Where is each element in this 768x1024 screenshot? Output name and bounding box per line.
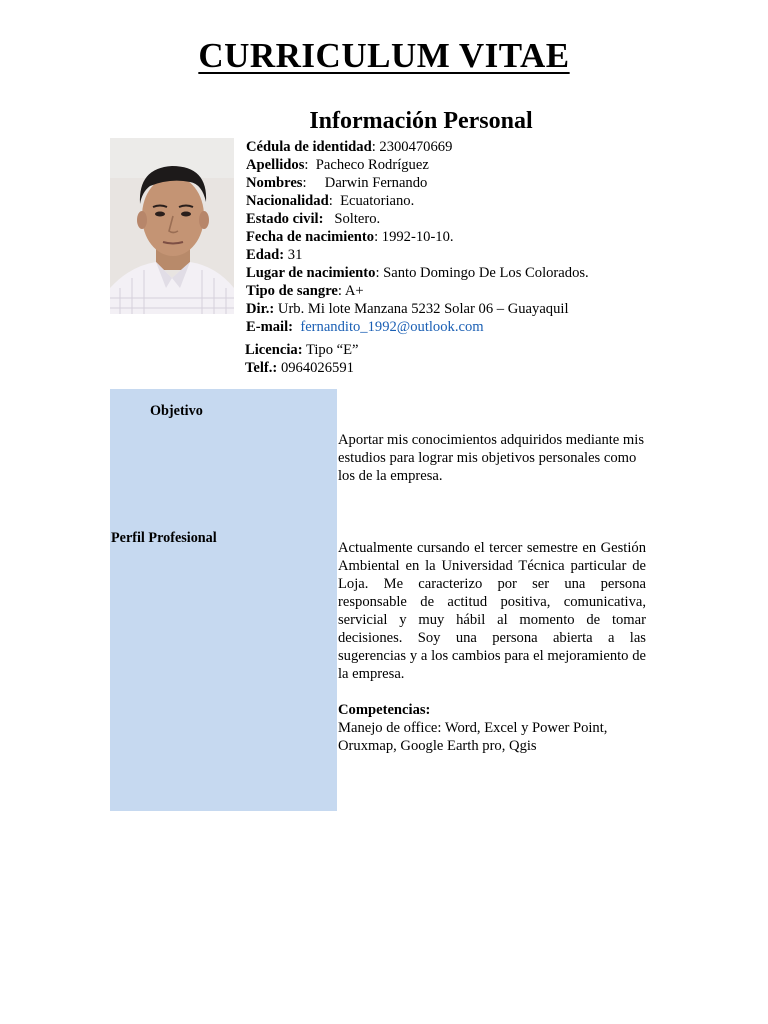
- field-estado-civil: [246, 210, 716, 228]
- label-licencia: Licencia:: [245, 342, 303, 358]
- label-estado-civil: Estado civil:: [246, 211, 324, 227]
- value-apellidos: : Pacheco Rodríguez: [304, 157, 429, 173]
- label-nacionalidad: Nacionalidad: [246, 193, 329, 209]
- label-cedula: Cédula de identidad: [246, 139, 372, 155]
- value-tipo-sangre: : A+: [337, 283, 364, 299]
- perfil-profesional-text: Actualmente cursando el tercer semestre en Gestión Ambiental en la Universidad Técnica particular de Loja. Me caracterizo por ser una persona responsable de actitud positiva, comunicativa, servicial y muy hábil al momento de tomar decisiones. Soy una persona abierta a las sugerencias y a los cambios para el mejoramiento de la empresa.: [338, 540, 646, 682]
- email-link[interactable]: fernandito_1992@outlook.com: [300, 319, 484, 335]
- label-telefono: Telf.:: [245, 360, 278, 376]
- field-nacionalidad: [246, 192, 716, 210]
- section-title-personal-info: Información Personal: [309, 108, 533, 134]
- value-nacionalidad: : Ecuatoriano.: [328, 193, 415, 209]
- value-estado-civil: Soltero.: [323, 211, 381, 227]
- section-labels-column: [110, 389, 337, 811]
- profile-photo: [110, 138, 234, 314]
- value-fecha-nacimiento: : 1992-10-10.: [374, 229, 454, 245]
- label-email: E-mail:: [246, 319, 294, 335]
- field-direccion: [246, 300, 716, 318]
- field-telefono: [245, 359, 715, 377]
- label-perfil-profesional: Perfil Profesional: [111, 530, 217, 546]
- field-edad: [246, 246, 716, 264]
- value-lugar-nacimiento: : Santo Domingo De Los Colorados.: [375, 265, 589, 281]
- personal-info-block: [246, 138, 716, 336]
- label-tipo-sangre: Tipo de sangre: [246, 283, 338, 299]
- label-lugar-nacimiento: Lugar de nacimiento: [246, 265, 376, 281]
- field-fecha-nacimiento: [246, 228, 716, 246]
- competencias-text: Manejo de office: Word, Excel y Power Point, Oruxmap, Google Earth pro, Qgis: [338, 720, 608, 754]
- field-nombres: [246, 174, 716, 192]
- field-apellidos: [246, 156, 716, 174]
- field-licencia: [245, 341, 715, 359]
- value-telefono: 0964026591: [277, 360, 354, 376]
- label-edad: Edad:: [246, 247, 285, 263]
- label-nombres: Nombres: [246, 175, 303, 191]
- value-direccion: Urb. Mi lote Manzana 5232 Solar 06 – Guayaquil: [274, 301, 569, 317]
- value-nombres: : Darwin Fernando: [302, 175, 428, 191]
- field-tipo-sangre: [246, 282, 716, 300]
- person-portrait-icon: [110, 138, 234, 314]
- value-licencia: Tipo “E”: [302, 342, 359, 358]
- field-email: [246, 318, 716, 336]
- field-cedula: [246, 138, 716, 156]
- label-direccion: Dir.:: [246, 301, 275, 317]
- personal-info-extra: [245, 341, 715, 377]
- value-cedula: : 2300470669: [371, 139, 453, 155]
- competencias-heading: Competencias:: [338, 702, 431, 718]
- label-apellidos: Apellidos: [246, 157, 305, 173]
- field-lugar-nacimiento: [246, 264, 716, 282]
- label-objetivo: Objetivo: [150, 403, 203, 419]
- label-fecha-nacimiento: Fecha de nacimiento: [246, 229, 375, 245]
- objetivo-text: Aportar mis conocimientos adquiridos mediante mis estudios para lograr mis objetivos personales como los de la empresa.: [338, 432, 645, 484]
- document-title: CURRICULUM VITAE: [198, 36, 570, 75]
- value-edad: 31: [284, 247, 303, 263]
